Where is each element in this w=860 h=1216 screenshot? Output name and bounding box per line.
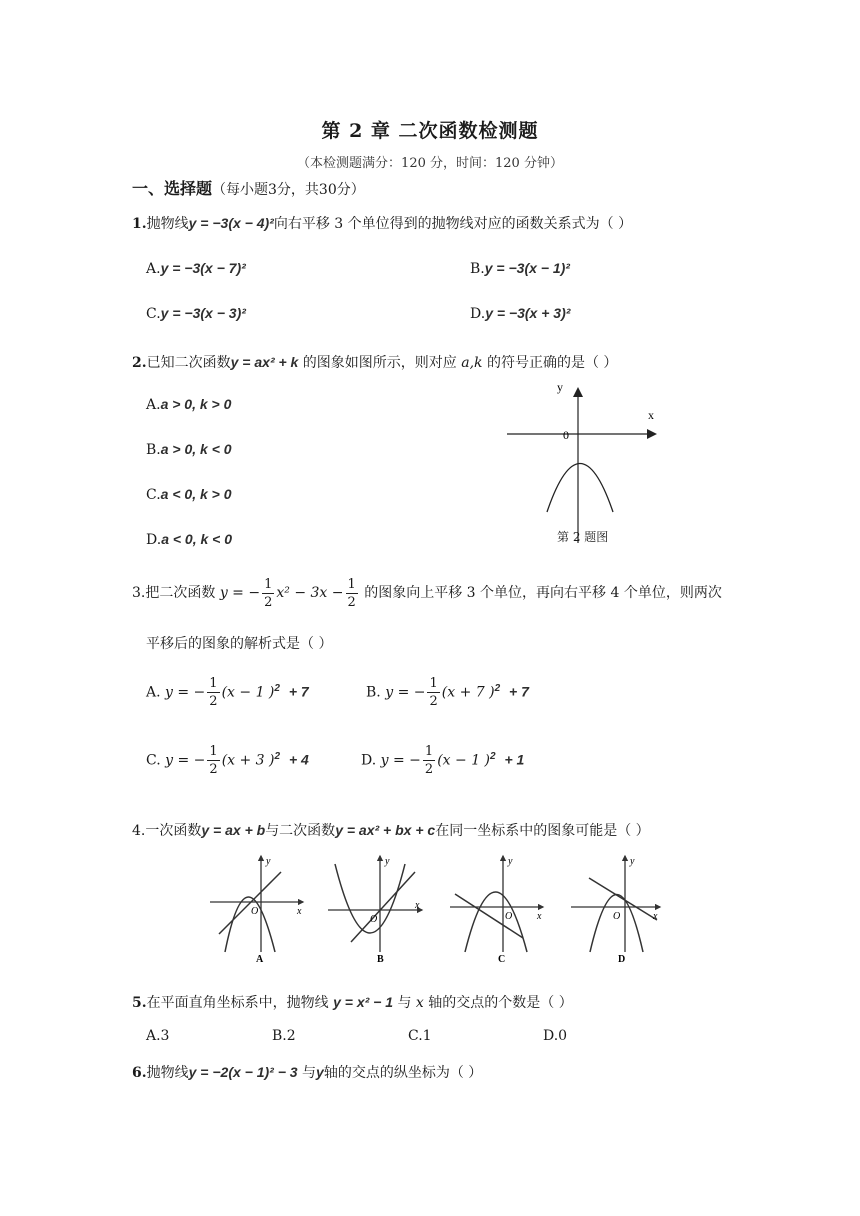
question-1 xyxy=(132,213,632,233)
question-3-f-mid: x² − 3x − xyxy=(276,585,344,601)
q5-option-d[interactable]: D.0 xyxy=(543,1028,568,1044)
q4-c-x-label: x xyxy=(537,911,542,922)
q5-option-b[interactable]: B.2 xyxy=(272,1028,296,1044)
q4-d-parabola xyxy=(590,895,643,953)
q1-option-c-label: C. xyxy=(146,306,161,322)
question-2-post-b: 的符号正确的是（ ） xyxy=(482,355,618,371)
question-3-post: 的图象向上平移 3 个单位，再向右平移 4 个单位，则两次 xyxy=(359,585,722,601)
question-2-number: 2. xyxy=(132,355,147,371)
question-3-number: 3. xyxy=(132,585,146,601)
frac-den: 2 xyxy=(209,694,218,710)
q3-option-b[interactable] xyxy=(366,671,529,711)
q1-option-a-label: A. xyxy=(146,261,161,277)
q3-option-a-inner: (x − 1 ) xyxy=(221,684,275,701)
question-1-number: 1. xyxy=(132,216,147,232)
q3-option-a-lhs: y = − xyxy=(165,684,206,701)
q3-option-c-frac xyxy=(207,743,219,778)
q2-option-a-label: A. xyxy=(146,397,161,413)
question-5-post: 轴的交点的个数是（ ） xyxy=(423,995,573,1011)
q3-option-b-inner: (x + 7 ) xyxy=(441,684,495,701)
q2-option-a-expr: a > 0, k > 0 xyxy=(160,396,232,412)
q4-d-origin: O xyxy=(613,911,621,922)
q1-option-b-label: B. xyxy=(470,261,485,277)
q4-b-label: B xyxy=(377,954,384,965)
question-3-pre: 把二次函数 xyxy=(145,585,220,601)
section-heading-sub: （每小题3分，共30分） xyxy=(212,182,365,198)
question-2 xyxy=(132,352,617,372)
question-2-vars: a,k xyxy=(461,355,483,371)
q3-option-a-label: A. xyxy=(146,684,161,701)
q4-c-parabola xyxy=(465,892,527,952)
q2-option-d-expr: a < 0, k < 0 xyxy=(161,531,233,547)
q3-option-c-lhs: y = − xyxy=(165,752,206,769)
q4-graph-b[interactable] xyxy=(328,856,422,965)
q4-c-origin: O xyxy=(505,911,513,922)
question-5-number: 5. xyxy=(132,995,147,1011)
q4-b-line xyxy=(351,872,415,942)
q1-option-b-expr: y = −3(x − 1)² xyxy=(484,260,570,276)
frac-den: 2 xyxy=(347,594,356,610)
q3-option-b-sup: 2 xyxy=(494,683,501,694)
question-3-line2: 平移后的图象的解析式是（ ） xyxy=(146,636,333,652)
q3-option-b-tail: + 7 xyxy=(509,683,529,700)
q2-y-label: y xyxy=(557,380,563,394)
q3-option-b-label: B. xyxy=(366,684,381,701)
q2-figure xyxy=(495,375,675,550)
q1-option-c-expr: y = −3(x − 3)² xyxy=(160,305,246,321)
question-6-number: 6. xyxy=(132,1065,147,1081)
q4-d-y-label: y xyxy=(630,856,635,867)
q2-origin-label: 0 xyxy=(563,428,569,442)
q4-d-line xyxy=(589,878,657,920)
question-2-formula: y = ax² + k xyxy=(230,354,299,370)
q3-option-d-sup: 2 xyxy=(490,751,496,762)
q2-option-a[interactable] xyxy=(146,396,231,413)
question-4-pre: 一次函数 xyxy=(145,823,202,839)
q3-option-c[interactable] xyxy=(146,739,309,779)
q2-y-arrow xyxy=(573,387,583,397)
q3-option-c-sup: 2 xyxy=(274,751,281,762)
question-3 xyxy=(132,575,722,611)
q4-d-x-label: x xyxy=(653,911,658,922)
q2-option-b[interactable] xyxy=(146,441,232,458)
exam-note: （本检测题满分：120 分，时间：120 分钟） xyxy=(297,156,563,171)
question-5-mid: 与 xyxy=(393,995,416,1011)
q4-graphs xyxy=(205,852,665,967)
q3-option-d[interactable] xyxy=(361,739,524,779)
question-6-formula: y = −2(x − 1)² − 3 xyxy=(188,1064,298,1080)
q2-option-c-expr: a < 0, k > 0 xyxy=(160,486,232,502)
q4-a-line xyxy=(219,872,281,934)
frac-num: 1 xyxy=(429,676,438,692)
question-6-pre: 抛物线 xyxy=(146,1065,189,1081)
section-heading-title: 一、选择题 xyxy=(132,179,213,198)
question-5 xyxy=(132,992,573,1012)
question-4-f1: y = ax + b xyxy=(201,822,266,838)
q2-option-b-label: B. xyxy=(146,442,161,458)
q1-option-d-label: D. xyxy=(470,306,486,322)
q3-option-a-tail: + 7 xyxy=(288,683,309,700)
question-5-var: x xyxy=(415,995,424,1011)
question-2-pre: 已知二次函数 xyxy=(146,355,231,371)
q4-a-label: A xyxy=(256,954,264,965)
q2-x-arrow xyxy=(647,429,657,439)
question-1-formula: y = −3(x − 4)² xyxy=(188,215,274,231)
frac-den: 2 xyxy=(424,762,434,778)
q2-option-d-label: D. xyxy=(146,532,162,548)
q3-option-c-tail: + 4 xyxy=(288,751,309,768)
question-6-var: y xyxy=(316,1064,324,1080)
q2-figure-caption: 第 2 题图 xyxy=(557,530,609,544)
question-3-f-lhs: y = − xyxy=(219,585,261,601)
frac-den: 2 xyxy=(429,694,438,710)
question-6-mid: 与 xyxy=(297,1065,317,1081)
q3-option-b-lhs: y = − xyxy=(385,684,426,701)
q3-option-c-label: C. xyxy=(146,752,161,769)
q4-c-line xyxy=(455,894,523,938)
frac-num: 1 xyxy=(424,744,434,760)
q4-graph-c[interactable] xyxy=(450,856,543,965)
q4-a-y-label: y xyxy=(266,856,271,867)
q2-x-label: x xyxy=(648,408,654,422)
question-4 xyxy=(132,820,650,840)
q3-option-d-tail: + 1 xyxy=(504,751,525,768)
q2-parabola xyxy=(547,464,613,513)
q4-a-parabola xyxy=(225,897,275,952)
frac-num: 1 xyxy=(264,576,273,592)
q3-option-d-frac xyxy=(423,743,435,778)
question-3-frac-2 xyxy=(346,576,358,611)
q3-option-a-sup: 2 xyxy=(274,683,280,694)
frac-den: 2 xyxy=(209,762,218,778)
q3-option-a-frac xyxy=(207,675,219,710)
q5-option-a[interactable]: A.3 xyxy=(146,1028,170,1044)
question-3-frac-1 xyxy=(262,576,274,611)
q4-d-label: D xyxy=(618,954,626,965)
q2-option-d[interactable] xyxy=(146,531,232,548)
q1-option-d[interactable] xyxy=(470,305,570,322)
frac-num: 1 xyxy=(347,576,356,592)
question-6 xyxy=(132,1062,482,1082)
q4-c-y-label: y xyxy=(508,856,513,867)
q1-option-c[interactable] xyxy=(146,305,246,322)
page-title: 第 2 章 二次函数检测题 xyxy=(321,120,539,142)
q3-option-d-label: D. xyxy=(361,752,377,769)
q5-option-c[interactable]: C.1 xyxy=(408,1028,432,1044)
question-4-mid: 与二次函数 xyxy=(265,823,336,839)
question-4-number: 4. xyxy=(132,823,146,839)
question-1-post: 向右平移 3 个单位得到的抛物线对应的函数关系式为（ ） xyxy=(273,216,633,232)
q2-option-b-expr: a > 0, k < 0 xyxy=(160,441,232,457)
q3-option-b-frac xyxy=(427,675,439,710)
q3-option-c-inner: (x + 3 ) xyxy=(221,752,275,769)
question-1-pre: 抛物线 xyxy=(146,216,189,232)
q4-b-x-label: x xyxy=(415,900,420,911)
question-4-f2: y = ax² + bx + c xyxy=(335,822,436,838)
question-5-formula: y = x² − 1 xyxy=(333,994,394,1010)
q3-option-d-inner: (x − 1 ) xyxy=(437,752,491,769)
q1-option-b[interactable] xyxy=(470,260,570,277)
q1-option-d-expr: y = −3(x + 3)² xyxy=(485,305,571,321)
q2-option-c[interactable] xyxy=(146,486,232,503)
question-6-post: 轴的交点的纵坐标为（ ） xyxy=(323,1065,483,1081)
q4-b-y-label: y xyxy=(385,856,390,867)
frac-num: 1 xyxy=(209,744,218,760)
q3-option-a[interactable] xyxy=(146,671,309,711)
q4-c-label: C xyxy=(498,954,506,965)
question-5-pre: 在平面直角坐标系中，抛物线 xyxy=(146,995,334,1011)
question-4-post: 在同一坐标系中的图象可能是（ ） xyxy=(435,823,650,839)
q4-graph-d[interactable] xyxy=(571,856,660,965)
frac-den: 2 xyxy=(264,594,273,610)
q1-option-a[interactable] xyxy=(146,260,246,277)
q4-graph-a[interactable] xyxy=(210,856,303,965)
q2-option-c-label: C. xyxy=(146,487,161,503)
question-2-post-a: 的图象如图所示，则对应 xyxy=(298,355,462,371)
q4-b-origin: O xyxy=(370,914,378,925)
q3-option-d-lhs: y = − xyxy=(380,752,421,769)
q1-option-a-expr: y = −3(x − 7)² xyxy=(160,260,246,276)
q4-a-x-label: x xyxy=(297,906,302,917)
q4-a-origin: O xyxy=(251,906,259,917)
section-heading xyxy=(132,176,365,199)
frac-num: 1 xyxy=(209,676,218,692)
